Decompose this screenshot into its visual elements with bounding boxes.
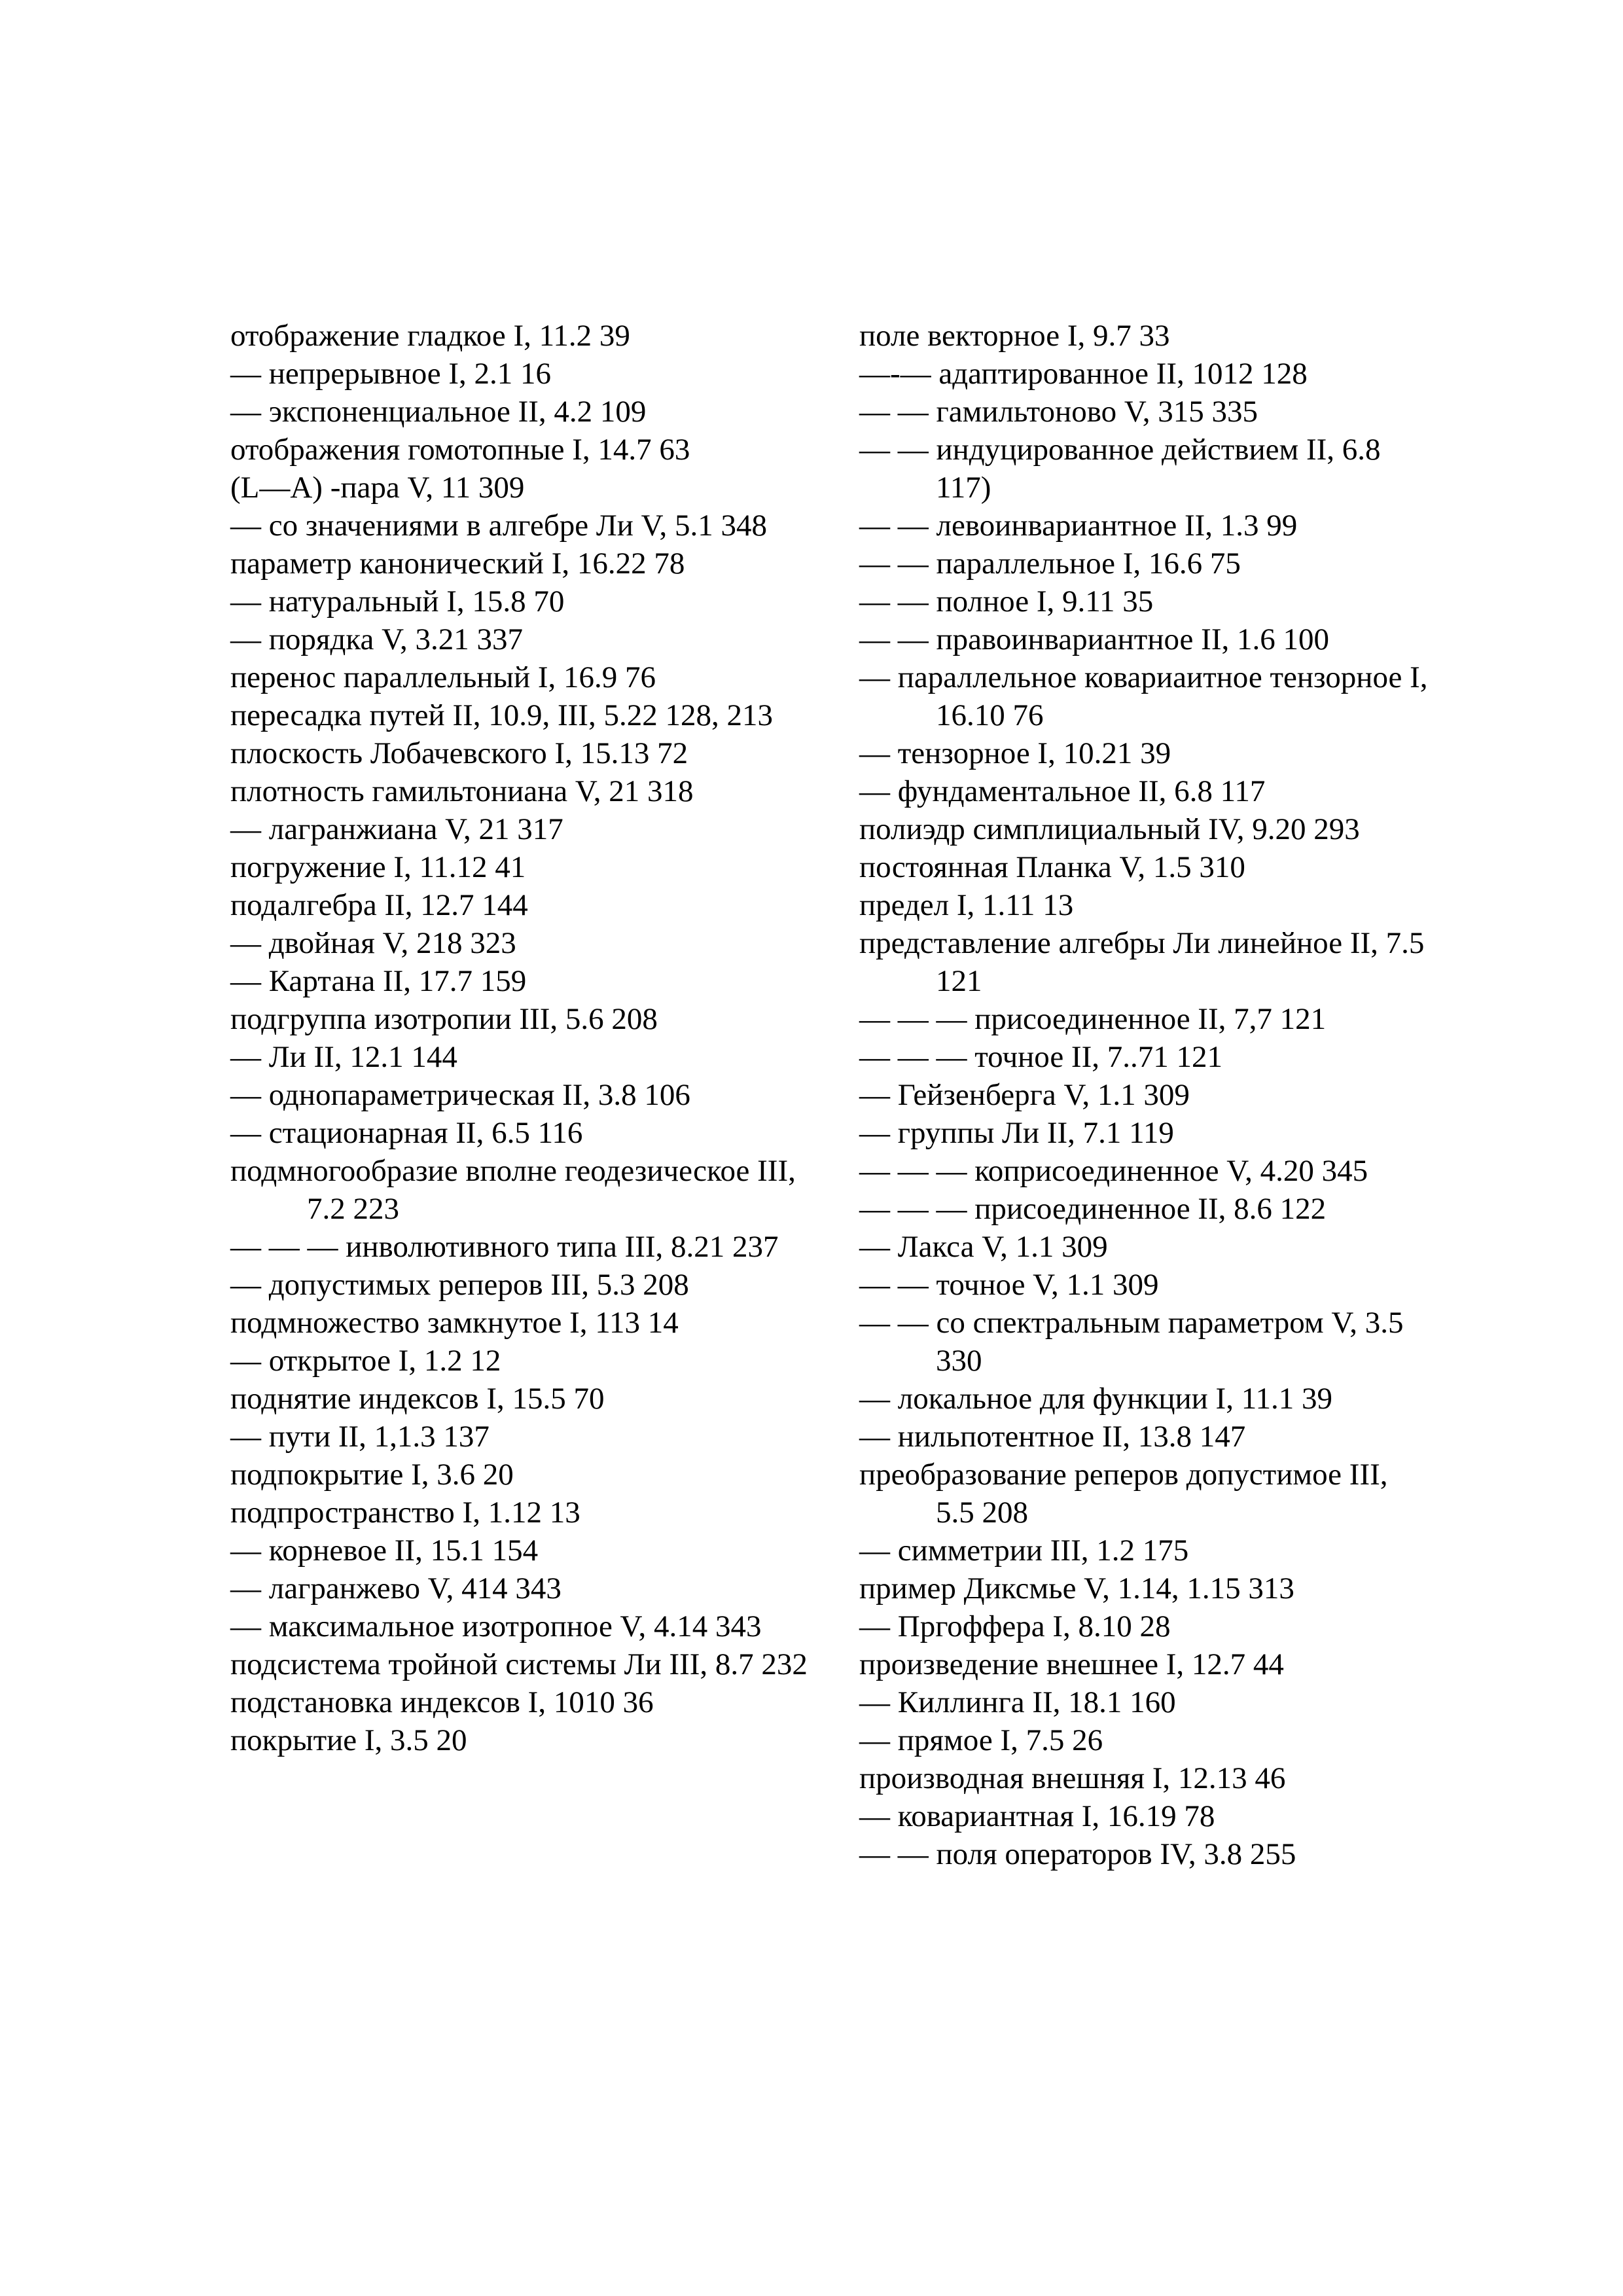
index-entry: — — полное I, 9.11 35	[859, 584, 1154, 619]
index-entry: — ковариантная I, 16.19 78	[859, 1799, 1215, 1833]
index-entry: поднятие индексов I, 15.5 70	[230, 1382, 605, 1416]
index-entry: — симметрии III, 1.2 175	[859, 1534, 1189, 1568]
index-entry: подгруппа изотропии III, 5.6 208	[230, 1002, 658, 1036]
index-entry: — Пргоффера I, 8.10 28	[859, 1609, 1171, 1643]
index-entry: — Ли II, 12.1 144	[230, 1040, 457, 1074]
index-entry: — стационарная II, 6.5 116	[230, 1116, 583, 1150]
index-entry: — однопараметрическая II, 3.8 106	[230, 1078, 690, 1112]
index-entry: предел I, 1.11 13	[859, 888, 1074, 922]
index-entry: пересадка путей II, 10.9, III, 5.22 128, 213	[230, 698, 773, 732]
index-entry: — экспоненциальное II, 4.2 109	[230, 395, 647, 429]
index-entry: — тензорное I, 10.21 39	[859, 736, 1171, 770]
index-entry: подпространство I, 1.12 13	[230, 1496, 580, 1530]
index-entry: подсистема тройной системы Ли III, 8.7 232	[230, 1647, 808, 1681]
index-entry: производная внешняя I, 12.13 46	[859, 1761, 1286, 1795]
index-entry: — — — присоединенное II, 7,7 121	[859, 1002, 1327, 1036]
index-entry: — группы Ли II, 7.1 119	[859, 1116, 1174, 1150]
index-entry: — порядка V, 3.21 337	[230, 622, 524, 656]
index-entry: отображения гомотопные I, 14.7 63	[230, 433, 690, 467]
index-entry: — Лакса V, 1.1 309	[859, 1230, 1108, 1264]
index-entry: — — индуцированное действием II, 6.8 117)	[859, 433, 1381, 505]
index-entry: — фундаментальное II, 6.8 117	[859, 774, 1266, 808]
index-entry: — — — точное II, 7..71 121	[859, 1040, 1222, 1074]
index-entry: пример Диксмье V, 1.14, 1.15 313	[859, 1571, 1294, 1605]
index-column-right	[859, 317, 1429, 1873]
index-entry: — открытое I, 1.2 12	[230, 1344, 501, 1378]
index-entry: — непрерывное I, 2.1 16	[230, 357, 552, 391]
index-entry: плоскость Лобачевского I, 15.13 72	[230, 736, 688, 770]
index-entry: —-— адаптированное II, 1012 128	[859, 357, 1308, 391]
index-entry: подмногообразие вполне геодезическое III, 7.2 223	[230, 1154, 796, 1226]
index-entry: — двойная V, 218 323	[230, 926, 516, 960]
index-entry: погружение I, 11.12 41	[230, 850, 526, 884]
index-entry: — натуральный I, 15.8 70	[230, 584, 565, 619]
index-entry: — — — коприсоединенное V, 4.20 345	[859, 1154, 1368, 1188]
index-entry: — — — присоединенное II, 8.6 122	[859, 1192, 1327, 1226]
index-entry: — нильпотентное II, 13.8 147	[859, 1420, 1246, 1454]
index-entry: покрытие I, 3.5 20	[230, 1723, 467, 1757]
index-entry: — локальное для функции I, 11.1 39	[859, 1382, 1332, 1416]
index-entry: постоянная Планка V, 1.5 310	[859, 850, 1245, 884]
index-entry: — — поля операторов IV, 3.8 255	[859, 1837, 1296, 1871]
index-entry: — параллельное ковариаитное тензорное I, 16.10 76	[859, 660, 1428, 732]
index-entry: — — гамильтоново V, 315 335	[859, 395, 1258, 429]
index-entry: — Киллинга II, 18.1 160	[859, 1685, 1176, 1719]
index-entry: — лагранжево V, 414 343	[230, 1571, 562, 1605]
index-entry: — Гейзенберга V, 1.1 309	[859, 1078, 1190, 1112]
index-entry: параметр канонический I, 16.22 78	[230, 547, 685, 581]
index-entry: поле векторное I, 9.7 33	[859, 319, 1170, 353]
index-entry: — — — инволютивного типа III, 8.21 237	[230, 1230, 779, 1264]
index-entry: подалгебра II, 12.7 144	[230, 888, 528, 922]
index-entry: — — левоинвариантное II, 1.3 99	[859, 509, 1298, 543]
index-entry: — пути II, 1,1.3 137	[230, 1420, 490, 1454]
index-entry: — допустимых реперов III, 5.3 208	[230, 1268, 689, 1302]
index-column-left	[230, 317, 839, 1759]
index-entry: — — со спектральным параметром V, 3.5 330	[859, 1306, 1404, 1378]
index-entry: — лагранжиана V, 21 317	[230, 812, 563, 846]
index-entry: — корневое II, 15.1 154	[230, 1534, 539, 1568]
index-entry: произведение внешнее I, 12.7 44	[859, 1647, 1284, 1681]
index-entry: подпокрытие I, 3.6 20	[230, 1458, 514, 1492]
index-entry: — со значениями в алгебре Ли V, 5.1 348	[230, 509, 767, 543]
index-entry: (L—A) -пара V, 11 309	[230, 471, 525, 505]
index-entry: — — точное V, 1.1 309	[859, 1268, 1159, 1302]
index-entry: — максимальное изотропное V, 4.14 343	[230, 1609, 762, 1643]
index-entry: — Картана II, 17.7 159	[230, 964, 527, 998]
index-entry: перенос параллельный I, 16.9 76	[230, 660, 656, 694]
index-entry: — прямое I, 7.5 26	[859, 1723, 1103, 1757]
index-entry: подмножество замкнутое I, 113 14	[230, 1306, 679, 1340]
index-entry: отображение гладкое I, 11.2 39	[230, 319, 630, 353]
index-entry: плотность гамильтониана V, 21 318	[230, 774, 694, 808]
index-entry: — — правоинвариантное II, 1.6 100	[859, 622, 1329, 656]
index-entry: представление алгебры Ли линейное II, 7.5 121	[859, 926, 1425, 998]
index-entry: — — параллельное I, 16.6 75	[859, 547, 1241, 581]
index-entry: преобразование реперов допустимое III, 5.5 208	[859, 1458, 1388, 1530]
index-entry: полиэдр симплициальный IV, 9.20 293	[859, 812, 1360, 846]
index-entry: подстановка индексов I, 1010 36	[230, 1685, 654, 1719]
